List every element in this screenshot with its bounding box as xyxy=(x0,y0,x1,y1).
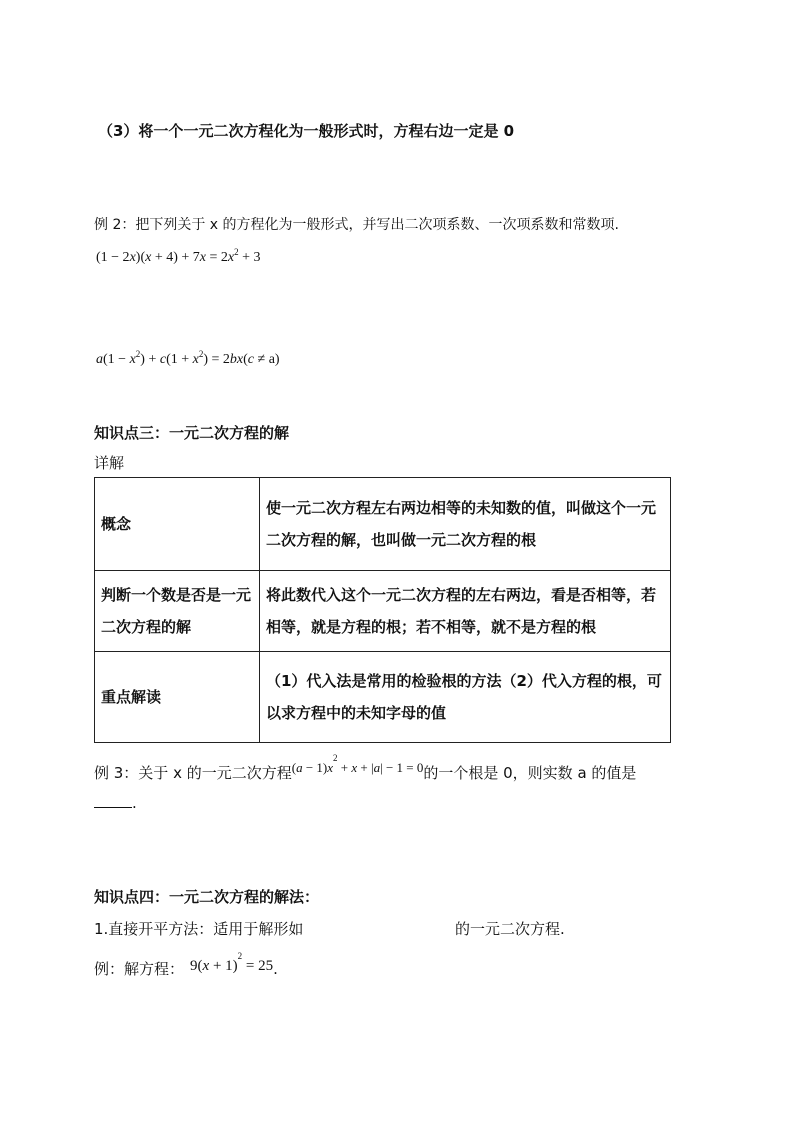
example-2-equation-1: $(1 - 2x)(x + 4) + 7x = 2x^2 + 3$ xyxy=(96,247,261,265)
table-cell-label: 重点解读 xyxy=(95,652,260,743)
table-row xyxy=(95,571,671,652)
table-row xyxy=(95,652,671,743)
kp3-table xyxy=(94,477,671,743)
example-3-prefix: 例 3：关于 x 的一元二次方程 xyxy=(94,764,292,782)
table-cell-label: 概念 xyxy=(95,478,260,571)
kp4-method-1-prefix: 1.直接开平方法：适用于解形如 xyxy=(94,920,304,938)
table-row xyxy=(95,478,671,571)
kp4-example-equation: $9(x + 1)^2 = 25$ xyxy=(190,951,274,974)
table-cell-content: 使一元二次方程左右两边相等的未知数的值，叫做这个一元二次方程的解，也叫做一元二次方程的根 xyxy=(260,478,671,571)
example-2-prompt: 例 2：把下列关于 x 的方程化为一般形式，并写出二次项系数、一次项系数和常数项. xyxy=(94,217,619,233)
example-3-end: . xyxy=(132,794,137,812)
example-3-equation: $(a - 1)x^2 + x + |a| - 1 = 0$ xyxy=(291,753,424,775)
kp4-method-1-suffix: 的一元二次方程. xyxy=(455,920,565,938)
statement-3: （3）将一个一元二次方程化为一般形式时，方程右边一定是 0 xyxy=(98,122,515,140)
kp4-example-end: . xyxy=(273,960,278,978)
kp4-example xyxy=(94,951,278,979)
table-cell-content: （1）代入法是常用的检验根的方法（2）代入方程的根，可以求方程中的未知字母的值 xyxy=(260,652,671,743)
kp4-example-prefix: 例：解方程： xyxy=(94,960,185,978)
kp3-detail-label: 详解 xyxy=(94,454,125,472)
answer-blank xyxy=(94,793,132,808)
example-3-line xyxy=(94,753,637,783)
kp4-heading: 知识点四：一元二次方程的解法： xyxy=(94,888,320,906)
example-3-suffix: 的一个根是 0，则实数 a 的值是 xyxy=(423,764,637,782)
kp3-heading: 知识点三：一元二次方程的解 xyxy=(94,424,290,442)
example-2-equation-2: $a(1 - x^2) + c(1 + x^2) = 2bx(c \ne a)$ xyxy=(96,349,280,367)
table-cell-label: 判断一个数是否是一元二次方程的解 xyxy=(95,571,260,652)
example-3-answer-line xyxy=(94,793,137,812)
table-cell-content: 将此数代入这个一元二次方程的左右两边，看是否相等，若相等，就是方程的根；若不相等，就不是方程的根 xyxy=(260,571,671,652)
